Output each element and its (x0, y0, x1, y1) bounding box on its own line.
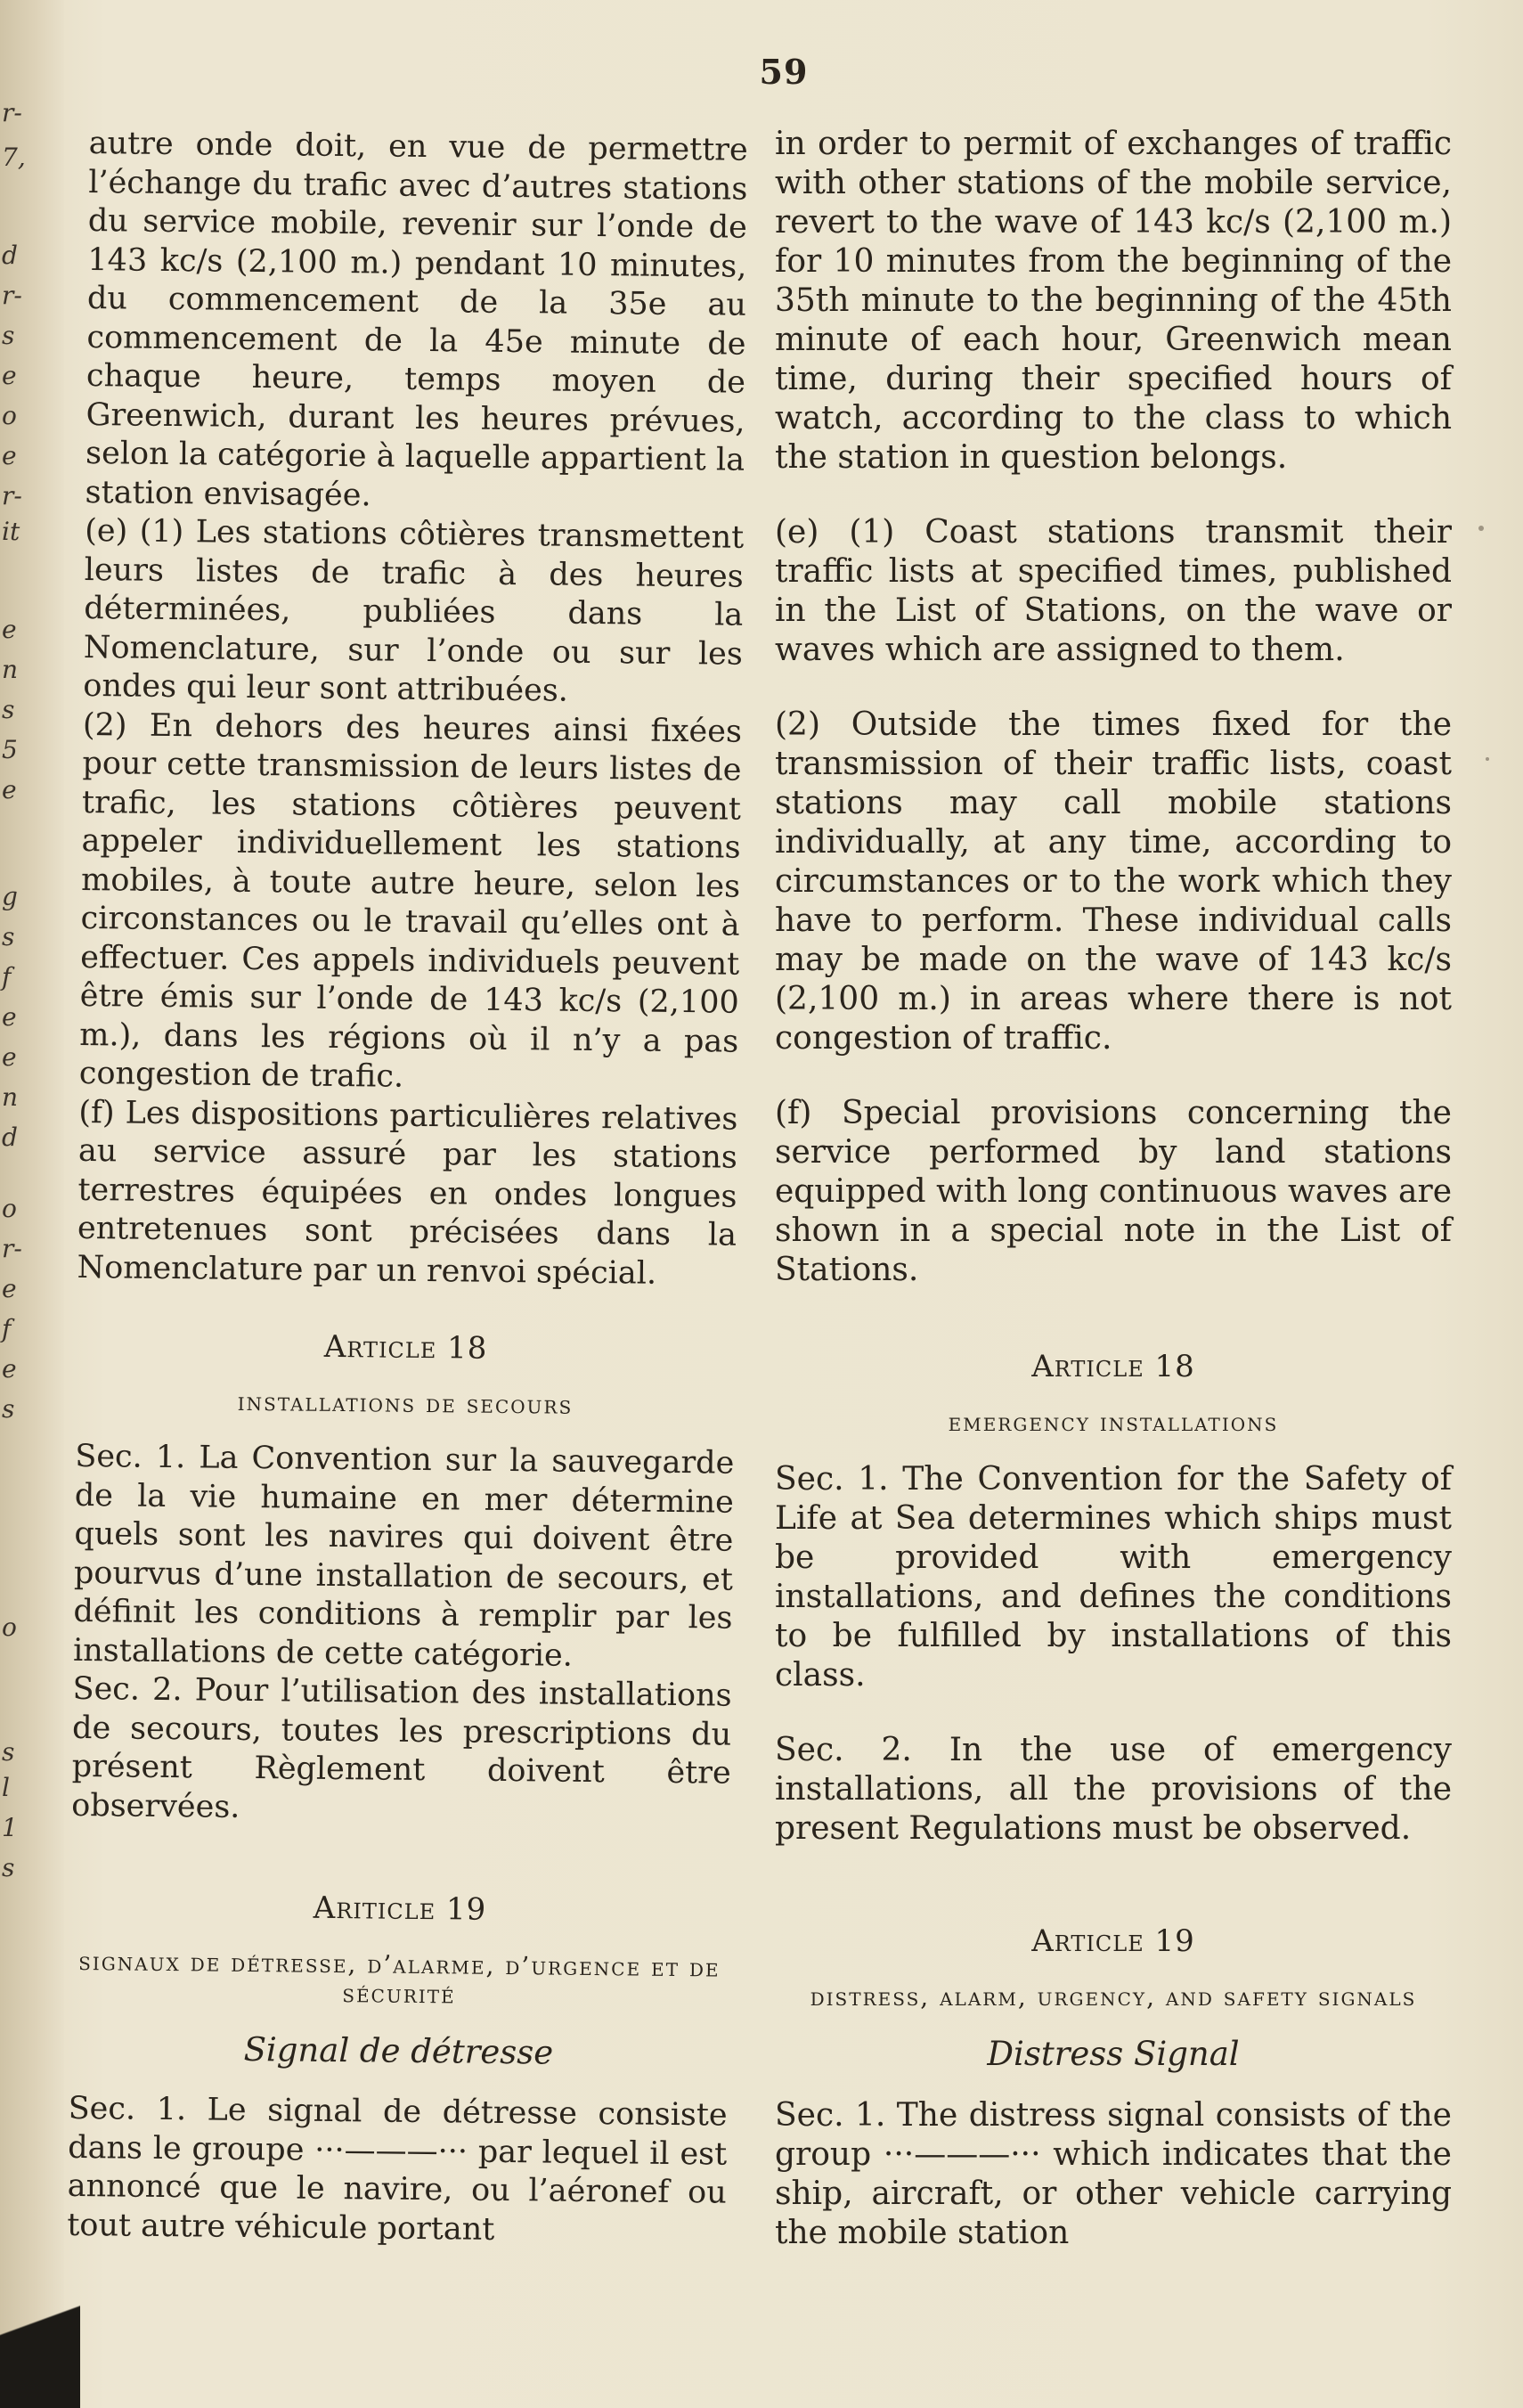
edge-letter: e (2, 361, 17, 390)
edge-letter: s (2, 1394, 15, 1424)
english-article-18-sec-1: Sec. 1. The Convention for the Safety of Life at Sea determines which ships must be provided with emergency installations, and defines the conditions to be fulfilled by installations of this class. (775, 1461, 1452, 1694)
edge-letter: o (2, 1612, 17, 1642)
english-article-19-sec-1: Sec. 1. The distress signal consists of the group ···———··· which indicates that the ship, aircraft, or other vehicle carrying the mobile station (775, 2097, 1452, 2251)
french-paragraph-f: (f) Les dispositions particulières relatives au service assuré par les stations terrestres équipées en ondes longues entretenues sont précisées dans la Nomenclature par un renvoi spécial. (77, 1094, 738, 1292)
english-article-19-title: distress, alarm, urgency, and safety signals (810, 1982, 1417, 2012)
english-article-18-heading: Article 18 (1031, 1349, 1195, 1384)
french-column (67, 125, 748, 2252)
edge-letter: s (2, 1853, 15, 1882)
english-column (775, 125, 1452, 2289)
edge-letter: s (2, 695, 15, 724)
edge-letter: o (2, 1194, 17, 1223)
french-paragraph-e1: (e) (1) Les stations côtières transmettent leurs listes de trafic à des heures déterminées, publiées dans la Nomenclature, sur l’onde ou sur les ondes qui leur sont attribuées. (83, 512, 745, 709)
edge-letter: s (2, 1737, 15, 1767)
english-article-18-sec-2: Sec. 2. In the use of emergency installations, all the provisions of the present Regulations must be observed. (775, 1732, 1452, 1847)
edge-letter: d (2, 241, 18, 270)
edge-letter: 5 (2, 735, 18, 764)
edge-letter: n (2, 1082, 19, 1112)
edge-letter: it (2, 517, 20, 546)
page-number: 59 (759, 52, 809, 92)
edge-letter: d (2, 1122, 18, 1152)
english-distress-signal-subheading: Distress Signal (987, 2035, 1240, 2073)
edge-letter: s (2, 922, 15, 951)
edge-letter: e (2, 1354, 17, 1384)
paper-speck (1486, 757, 1489, 761)
english-paragraph-f: (f) Special provisions concerning the service performed by land stations equipped with long continuous waves are shown in a special note in the List of Stations. (775, 1095, 1452, 1288)
french-article-19-sec-1: Sec. 1. Le signal de détresse consiste dans le groupe ···———··· par lequel il est annoncé que le navire, ou l’aéronef ou tout autre véhicule portant (67, 2090, 728, 2248)
edge-letter: e (2, 775, 17, 804)
edge-letter: e (2, 1274, 17, 1303)
edge-letter: n (2, 655, 19, 684)
english-paragraph-1: in order to permit of exchanges of traffic with other stations of the mobile service, revert to the wave of 143 kc/s (2,100 m.) for 10 minutes from the beginning of the 35th minute to the beginning of the 45th minute of each hour, Greenwich mean time, during their specified hours of watch, according to the class to which the station in question belongs. (775, 126, 1452, 476)
english-article-19-heading: Article 19 (1031, 1923, 1195, 1959)
edge-letter: e (2, 441, 17, 470)
edge-letter: 7, (2, 143, 26, 172)
edge-letter: r- (2, 481, 22, 510)
french-article-18-heading: Article 18 (323, 1328, 488, 1367)
edge-letter: s (2, 321, 15, 350)
french-paragraph-e2: (2) En dehors des heures ainsi fixées pour cette transmission de leurs listes de trafic, les stations côtières peuvent appeler individuellement les stations mobiles, à toute autre heure, selon les circonstances ou le travail qu’elles ont à effectuer. Ces appels individuels peuvent être émis sur l’onde de 143 kc/s (2,100 m.), dans les régions où il n’y a pas congestion de trafic. (78, 706, 743, 1095)
edge-letter: f (2, 1314, 12, 1343)
french-article-18-sec-2: Sec. 2. Pour l’utilisation des installations de secours, toutes les prescriptions du présent Règlement doivent être observées. (71, 1670, 732, 1825)
edge-letter: r- (2, 98, 22, 127)
french-article-19-title: signaux de détresse, d’alarme, d’urgence et de sécurité (78, 1946, 721, 2010)
edge-letter: l (2, 1773, 10, 1802)
french-article-18-title: installations de secours (237, 1386, 574, 1420)
edge-letter: e (2, 1002, 17, 1032)
french-article-18-sec-1: Sec. 1. La Convention sur la sauvegarde de la vie humaine en mer détermine quels sont les navires qui doivent être pourvus d’une installation de secours, et définit les conditions à remplir par les installations de cette catégorie. (72, 1438, 735, 1674)
french-paragraph-1: autre onde doit, en vue de permettre l’échange du trafic avec d’autres stations du service mobile, revenir sur l’onde de 143 kc/s (2,100 m.) pendant 10 minutes, du commencement de la 35e au commencement de la 45e minute de chaque heure, temps moyen de Greenwich, durant les heures prévues, selon la catégorie à laquelle appartient la station envisagée. (85, 125, 748, 513)
edge-letter: e (2, 1042, 17, 1072)
french-distress-signal-subheading: Signal de détresse (243, 2029, 554, 2072)
english-article-18-title: emergency installations (948, 1408, 1279, 1437)
edge-letter: o (2, 401, 17, 430)
edge-letter: r- (2, 1234, 22, 1263)
edge-letter: 1 (2, 1813, 18, 1842)
edge-letter: g (2, 882, 18, 911)
edge-letter: r- (2, 281, 22, 310)
english-paragraph-e1: (e) (1) Coast stations transmit their traffic lists at specified times, published in the List of Stations, on the wave or waves which are assigned to them. (775, 514, 1452, 668)
previous-page-edge-letters (2, 98, 29, 2325)
paper-speck (1478, 526, 1484, 531)
edge-letter: f (2, 962, 12, 992)
french-article-19-heading: Ariticle 19 (313, 1890, 487, 1928)
edge-letter: e (2, 615, 17, 644)
english-paragraph-e2: (2) Outside the times fixed for the transmission of their traffic lists, coast stations may call mobile stations individually, at any time, according to circumstances or to the work which they have to perform. These individual calls may be made on the wave of 143 kc/s (2,100 m.) in areas where there is not congestion of traffic. (775, 706, 1452, 1057)
